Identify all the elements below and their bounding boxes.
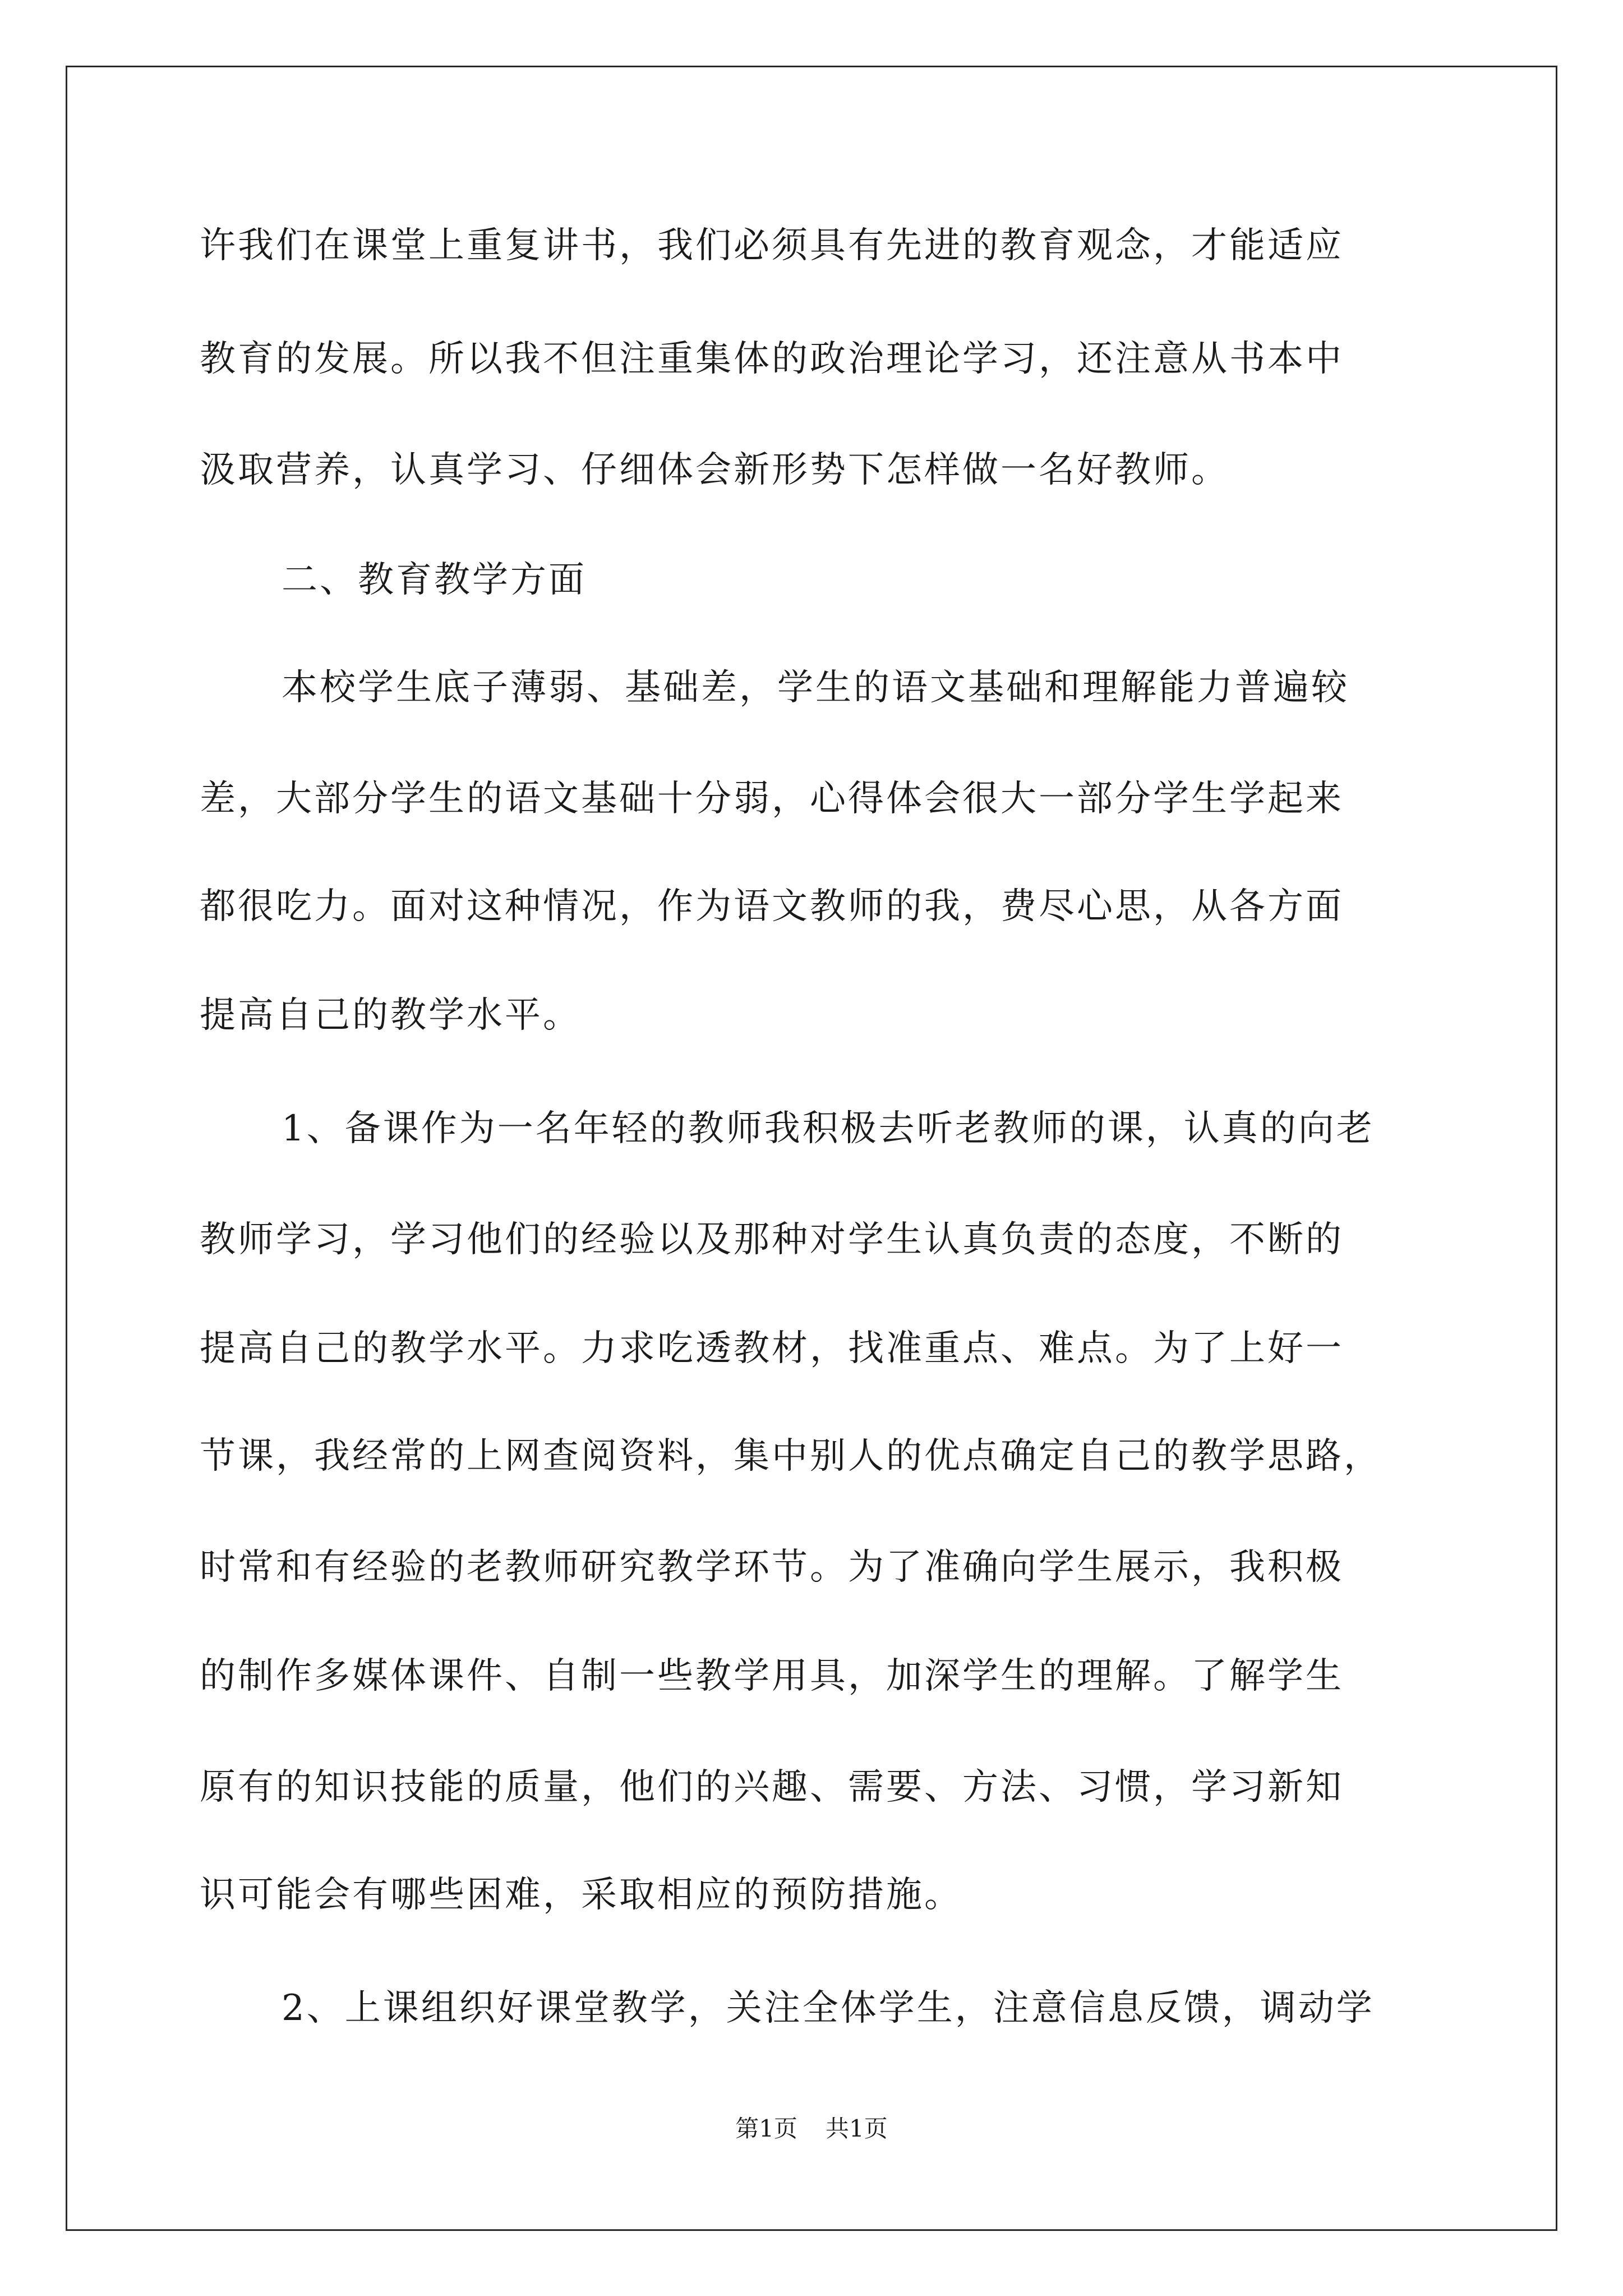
text-line: 本校学生底子薄弱、基础差，学生的语文基础和理解能力普遍较 xyxy=(282,667,1349,708)
text-line: 教师学习，学习他们的经验以及那种对学生认真负责的态度，不断的 xyxy=(200,1219,1344,1260)
text-line: 识可能会有哪些困难，采取相应的预防措施。 xyxy=(200,1874,962,1916)
text-line: 1、备课作为一名年轻的教师我积极去听老教师的课，认真的向老 xyxy=(282,1108,1375,1149)
page-number: 第1页 xyxy=(735,2115,797,2142)
page-count: 共1页 xyxy=(826,2115,888,2142)
text-line: 都很吃力。面对这种情况，作为语文教师的我，费尽心思，从各方面 xyxy=(200,886,1344,927)
text-line: 提高自己的教学水平。力求吃透教材，找准重点、难点。为了上好一 xyxy=(200,1328,1344,1369)
text-line: 原有的知识技能的质量，他们的兴趣、需要、方法、习惯，学习新知 xyxy=(200,1766,1344,1808)
text-line: 节课，我经常的上网查阅资料，集中别人的优点确定自己的教学思路， xyxy=(200,1435,1382,1477)
section-heading: 二、教育教学方面 xyxy=(282,559,587,601)
text-line: 差，大部分学生的语文基础十分弱，心得体会很大一部分学生学起来 xyxy=(200,778,1344,820)
text-line: 时常和有经验的老教师研究教学环节。为了准确向学生展示，我积极 xyxy=(200,1547,1344,1588)
text-line: 提高自己的教学水平。 xyxy=(200,995,581,1036)
text-line: 教育的发展。所以我不但注重集体的政治理论学习，还注意从书本中 xyxy=(200,338,1344,380)
page-footer xyxy=(0,2115,1623,2143)
text-line: 的制作多媒体课件、自制一些教学用具，加深学生的理解。了解学生 xyxy=(200,1655,1344,1697)
text-line: 2、上课组织好课堂教学，关注全体学生，注意信息反馈，调动学 xyxy=(282,1987,1375,2029)
text-line: 许我们在课堂上重复讲书，我们必须具有先进的教育观念，才能适应 xyxy=(200,225,1344,266)
text-line: 汲取营养，认真学习、仔细体会新形势下怎样做一名好教师。 xyxy=(200,449,1229,491)
